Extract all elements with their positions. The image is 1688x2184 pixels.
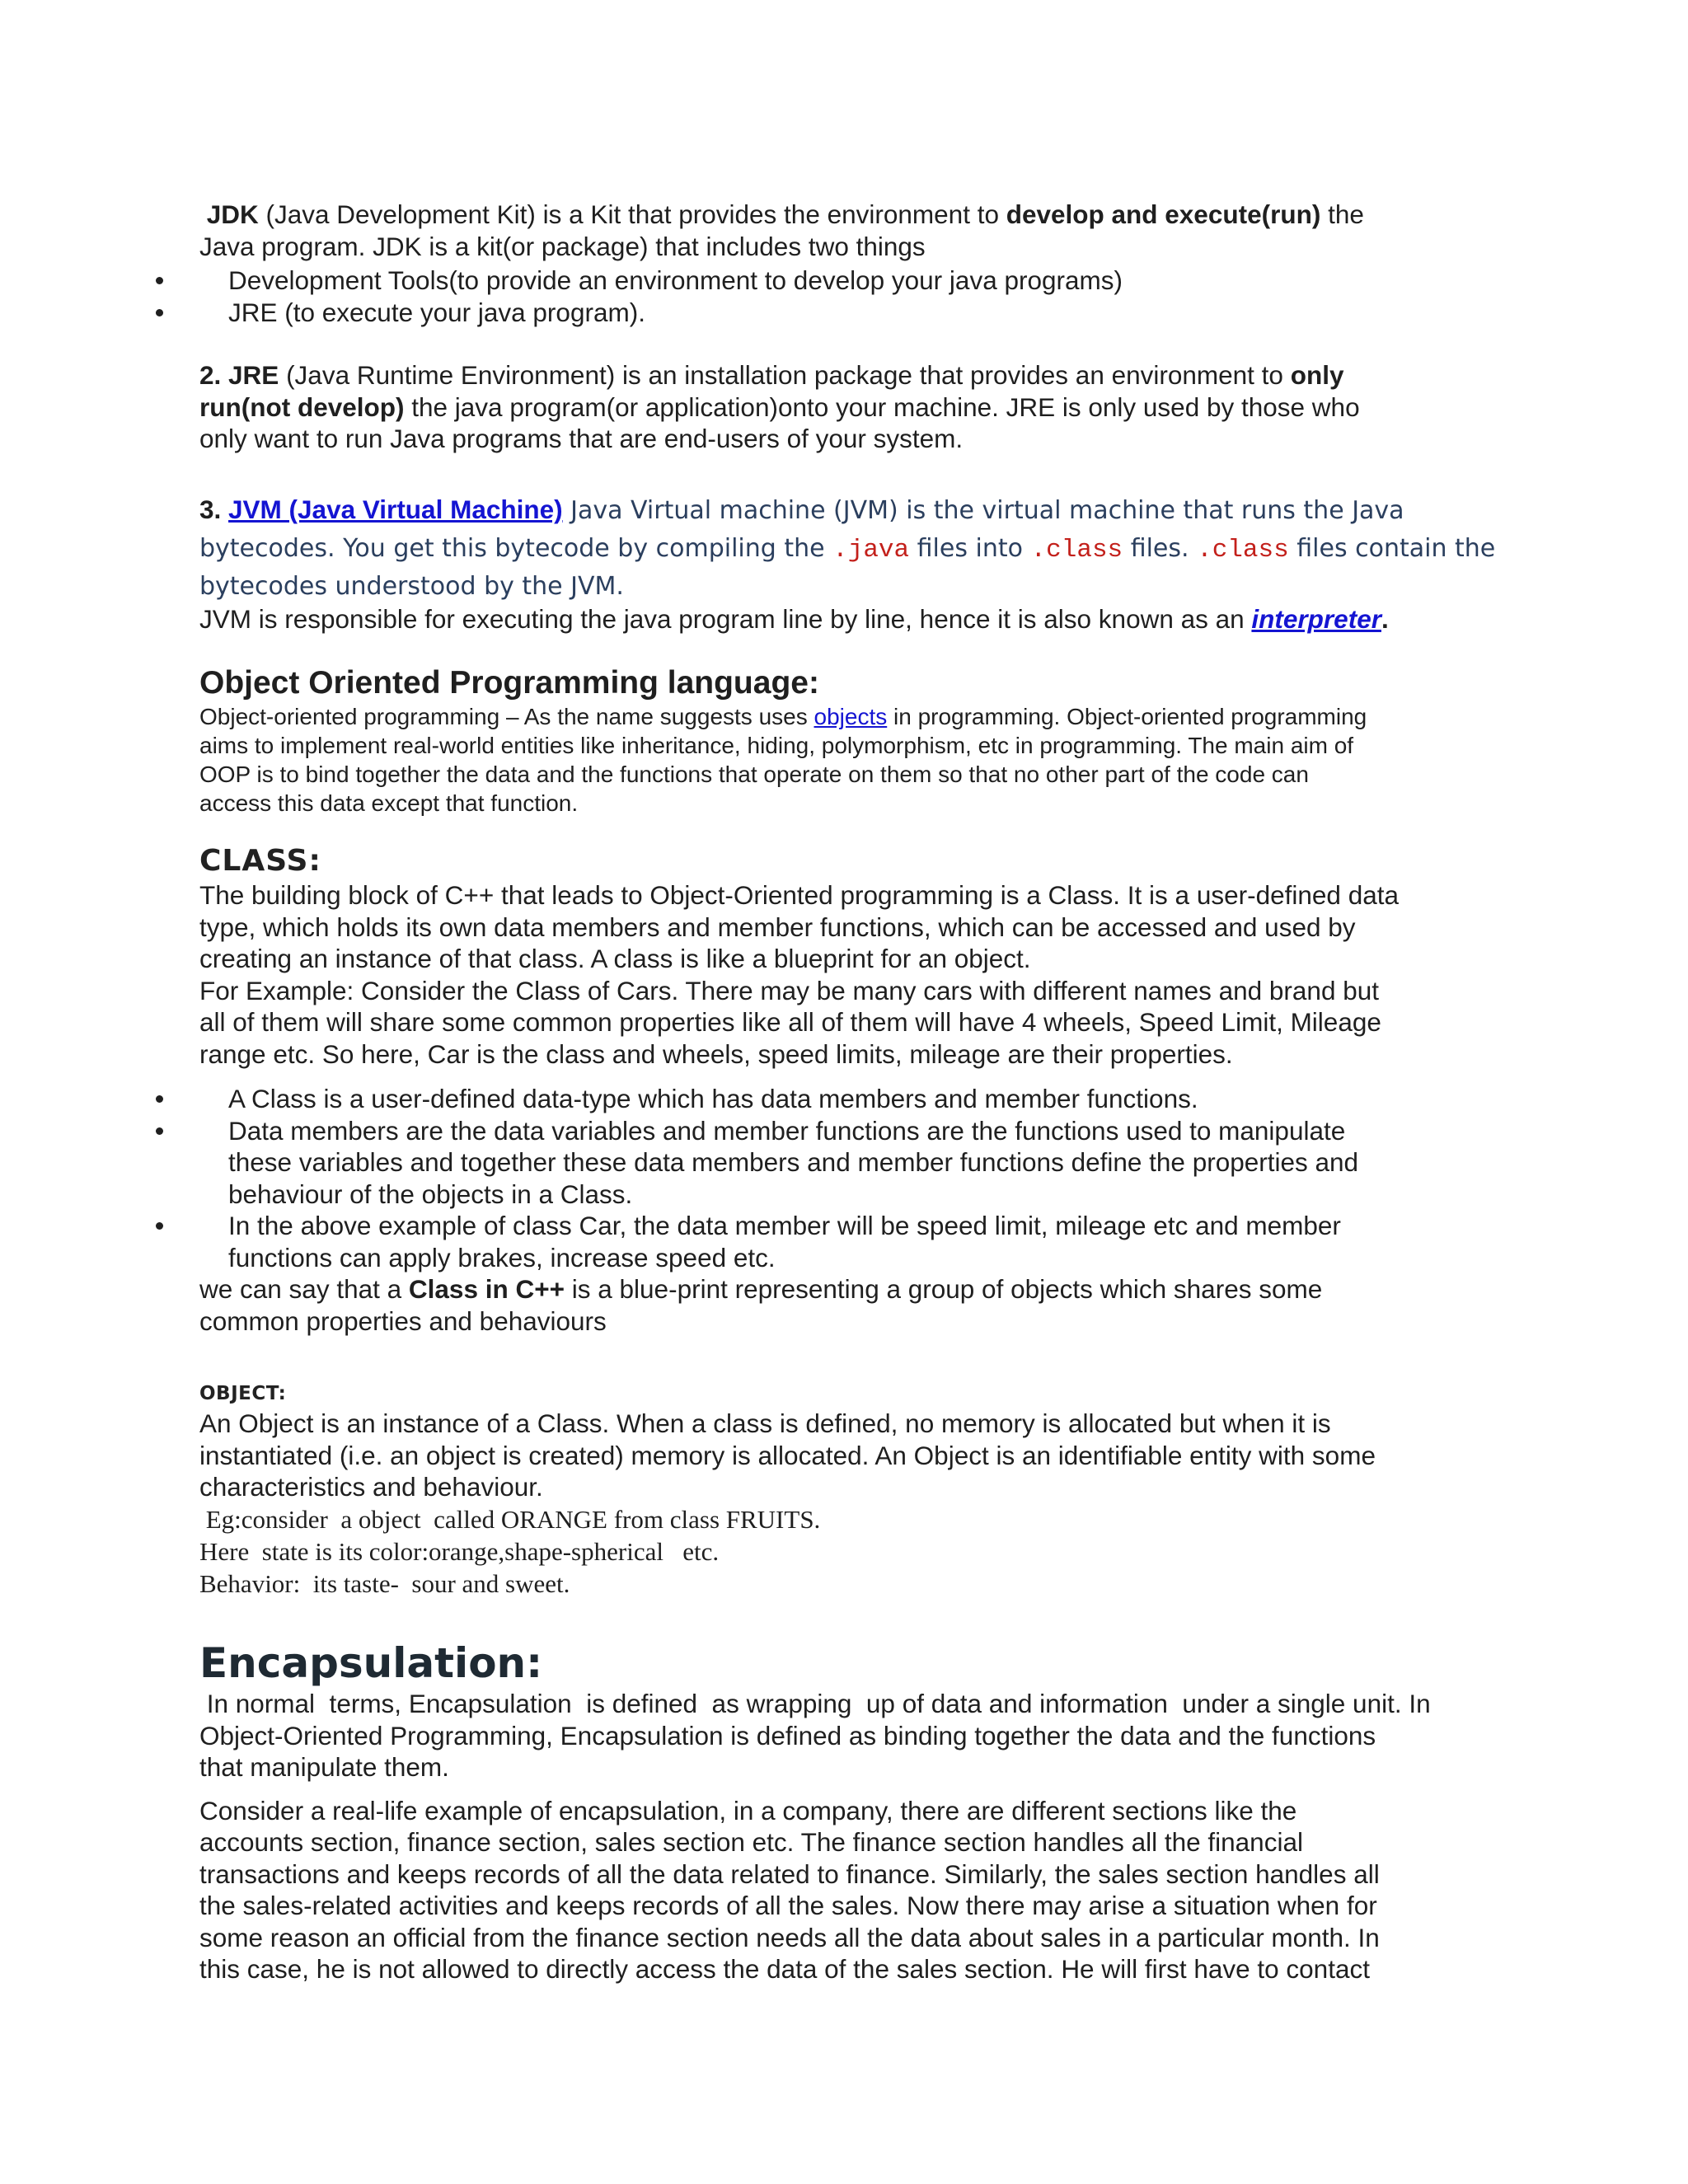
oop-line-4: access this data except that function.: [199, 790, 579, 816]
object-example: [199, 1503, 1502, 1600]
jvm-line-1: 3. JVM (Java Virtual Machine) Java Virtual machine (JVM) is the virtual machine that runs the Java: [199, 494, 1404, 525]
jre-section: [199, 359, 1502, 455]
jdk-term: JDK: [206, 199, 259, 229]
list-item: Development Tools(to provide an environment to develop your java programs): [199, 265, 1502, 297]
jvm-line-2: bytecodes. You get this bytecode by compiling the .java files into .class files. .class files contain the: [199, 534, 1496, 565]
object-line: instantiated (i.e. an object is created) memory is allocated. An Object is an identifiable entity with some: [199, 1440, 1376, 1470]
example-line: Here state is its color:orange,shape-spherical etc.: [199, 1536, 720, 1566]
jdk-bullet-list: [199, 265, 1502, 328]
oop-line-3: OOP is to bind together the data and the functions that operate on them so that no other part of the code can: [199, 762, 1309, 787]
class-summary-line-1: we can say that a Class in C++ is a blue-print representing a group of objects which shares some: [199, 1274, 1323, 1304]
class-line: type, which holds its own data members and member functions, which can be accessed and used by: [199, 912, 1356, 942]
list-item: In the above example of class Car, the data member will be speed limit, mileage etc and member functions can apply brakes, increase speed etc.: [199, 1210, 1502, 1273]
class-line: The building block of C++ that leads to Object-Oriented programming is a Class. It is a user-defined data: [199, 880, 1399, 910]
object-line: characteristics and behaviour.: [199, 1472, 543, 1502]
oop-section: [199, 664, 1502, 818]
list-item: JRE (to execute your java program).: [199, 297, 1502, 329]
class-line: all of them will share some common properties like all of them will have 4 wheels, Speed Limit, Mileage: [199, 1007, 1381, 1037]
encapsulation-line: In normal terms, Encapsulation is defined as wrapping up of data and information under a single unit. In: [199, 1689, 1431, 1718]
object-paragraph: [199, 1408, 1502, 1503]
class-line: creating an instance of that class. A class is like a blueprint for an object.: [199, 944, 1031, 973]
jvm-line-3: bytecodes understood by the JVM.: [199, 572, 624, 601]
class-heading: CLASS:: [199, 844, 321, 878]
example-line: Eg:consider a object called ORANGE from class FRUITS.: [199, 1504, 821, 1534]
example-line: Behavior: its taste- sour and sweet.: [199, 1568, 570, 1598]
class-bullet-list: [199, 1083, 1502, 1273]
encapsulation-line: Object-Oriented Programming, Encapsulation is defined as binding together the data and the functions: [199, 1720, 1376, 1750]
jdk-line-2: Java program. JDK is a kit(or package) that includes two things: [199, 231, 926, 261]
oop-line-2: aims to implement real-world entities like inheritance, hiding, polymorphism, etc in programming. The main aim of: [199, 733, 1354, 758]
encapsulation-section: [199, 1638, 1502, 1985]
jre-line-2: run(not develop) the java program(or application)onto your machine. JRE is only used by those who: [199, 391, 1360, 422]
class-paragraph: [199, 879, 1502, 1070]
objects-link[interactable]: objects: [814, 704, 888, 729]
class-section: [199, 844, 1502, 1337]
object-section: [199, 1383, 1502, 1600]
list-item: Data members are the data variables and member functions are the functions used to manipulate these variables and together these data members and member functions define the properties and behaviour of the objects in a Class.: [199, 1115, 1502, 1211]
encapsulation-paragraph-1: [199, 1688, 1502, 1783]
encapsulation-line: the sales-related activities and keeps records of all the sales. Now there may arise a situation when for: [199, 1891, 1377, 1920]
oop-line-1: Object-oriented programming – As the name suggests uses objects in programming. Object-oriented programming: [199, 704, 1367, 729]
encapsulation-paragraph-2: [199, 1795, 1502, 1985]
object-heading: OBJECT:: [199, 1383, 287, 1404]
list-item: A Class is a user-defined data-type which has data members and member functions.: [199, 1083, 1502, 1115]
jre-line-3: only want to run Java programs that are end-users of your system.: [199, 424, 964, 453]
class-line: For Example: Consider the Class of Cars. There may be many cars with different names and brand but: [199, 975, 1380, 1005]
encapsulation-line: Consider a real-life example of encapsulation, in a company, there are different sections like the: [199, 1795, 1297, 1825]
encapsulation-line: transactions and keeps records of all the data related to finance. Similarly, the sales section handles all: [199, 1858, 1380, 1889]
encapsulation-line: that manipulate them.: [199, 1752, 449, 1782]
object-line: An Object is an instance of a Class. When a class is defined, no memory is allocated but when it is: [199, 1408, 1331, 1438]
jdk-section: [199, 199, 1502, 328]
oop-heading: Object Oriented Programming language:: [199, 665, 819, 701]
jvm-section: [199, 491, 1502, 635]
encapsulation-heading: Encapsulation:: [199, 1639, 543, 1687]
jre-line-1: 2. JRE (Java Runtime Environment) is an installation package that provides an environment to only: [199, 360, 1344, 390]
jvm-link[interactable]: JVM (Java Virtual Machine): [228, 494, 563, 524]
jdk-line-1: JDK (Java Development Kit) is a Kit that provides the environment to develop and execute(run) the: [206, 199, 1364, 229]
encapsulation-line: accounts section, finance section, sales section etc. The finance section handles all the financial: [199, 1827, 1303, 1857]
encapsulation-line: this case, he is not allowed to directly access the data of the sales section. He will first have to contact: [199, 1954, 1370, 1984]
encapsulation-line: some reason an official from the finance section needs all the data about sales in a particular month. In: [199, 1922, 1380, 1952]
class-line: range etc. So here, Car is the class and wheels, speed limits, mileage are their properties.: [199, 1038, 1233, 1069]
interpreter-link[interactable]: interpreter: [1251, 604, 1381, 634]
jvm-line-4: JVM is responsible for executing the java program line by line, hence it is also known as an interpreter.: [199, 604, 1389, 634]
class-summary-line-2: common properties and behaviours: [199, 1305, 607, 1336]
